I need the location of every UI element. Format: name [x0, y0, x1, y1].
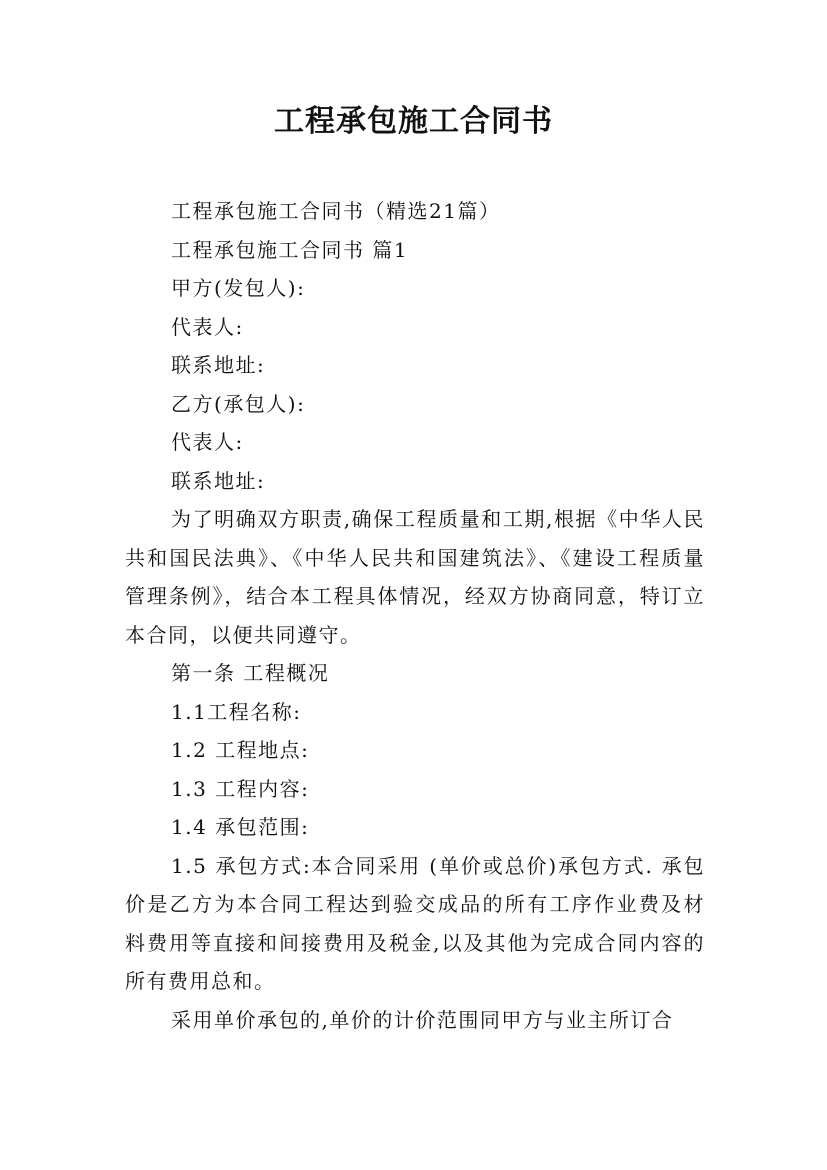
party-b-label: 乙方(承包人):: [171, 391, 306, 416]
item-contract-method: 1.5 承包方式:本合同采用 (单价或总价)承包方式. 承包价是乙方为本合同工程达到验交成品的所有工序作业费及材料费用等直接和间接费用及税金,以及其他为完成合同内容的所有费用总和。: [125, 853, 705, 993]
party-a-representative: 代表人:: [171, 314, 244, 339]
article-1-heading: 第一条 工程概况: [171, 661, 330, 685]
unit-price-paragraph: 采用单价承包的,单价的计价范围同甲方与业主所订合: [171, 1007, 674, 1032]
party-b-address: 联系地址:: [171, 468, 266, 493]
item-project-location: 1.2 工程地点:: [171, 738, 310, 762]
purpose-paragraph: 为了明确双方职责,确保工程质量和工期,根据《中华人民共和国民法典》、《中华人民共和国建筑法》、《建设工程质量管理条例》，结合本工程具体情况，经双方协商同意，特订立本合同，以便共同遵守。: [125, 507, 705, 647]
item-contract-scope: 1.4 承包范围:: [171, 815, 310, 839]
document-title: 工程承包施工合同书: [274, 104, 553, 139]
party-b-representative: 代表人:: [171, 430, 244, 454]
section-heading: 工程承包施工合同书 篇1: [171, 237, 409, 262]
item-project-content: 1.3 工程内容:: [171, 776, 310, 801]
party-a-label: 甲方(发包人):: [171, 276, 306, 300]
party-a-address: 联系地址:: [171, 353, 266, 377]
item-project-name: 1.1工程名称:: [171, 699, 302, 724]
document-body: [125, 192, 705, 1039]
document-subtitle: 工程承包施工合同书（精选21篇）: [171, 199, 501, 223]
